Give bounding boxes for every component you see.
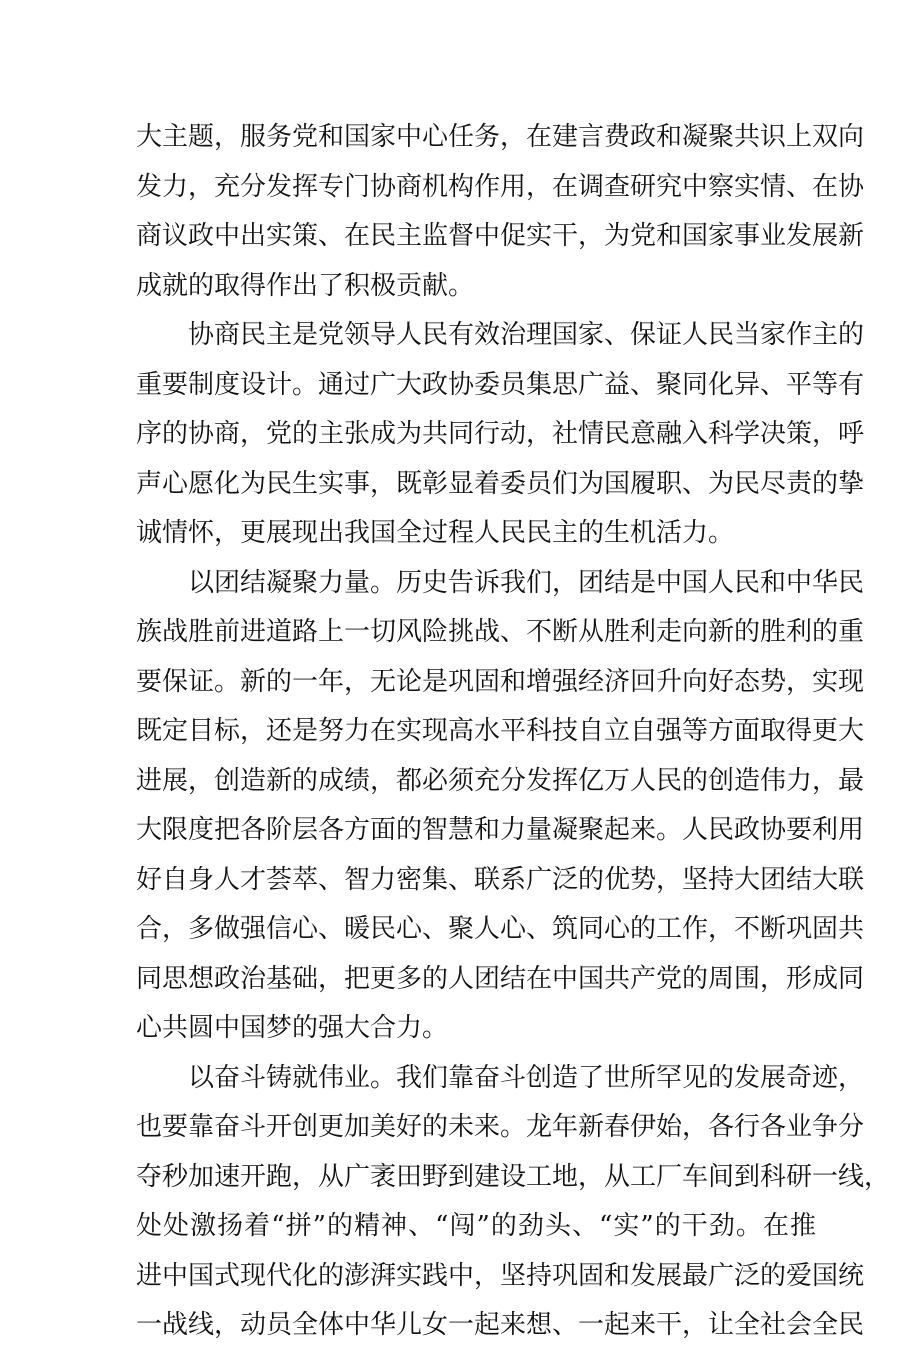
text-line: 以团结凝聚力量。历史告诉我们，团结是中国人民和中华民 (188, 567, 865, 598)
paragraph-1 (136, 113, 865, 311)
paragraph-3 (136, 559, 865, 1054)
text-line: 协商民主是党领导人民有效治理国家、保证人民当家作主的 (188, 320, 865, 350)
text-line: 好自身人才荟萃、智力密集、联系广泛的优势，坚持大团结大联 (136, 864, 865, 895)
text-line: 要保证。新的一年，无论是巩固和增强经济回升向好态势，实现 (136, 666, 865, 697)
text-line: 序的协商，党的主张成为共同行动，社情民意融入科学决策，呼 (136, 419, 865, 449)
text-line: 大限度把各阶层各方面的智慧和力量凝聚起来。人民政协要利用 (136, 815, 865, 845)
text-line: 成就的取得作出了积极贡献。 (136, 270, 475, 301)
text-line: 以奋斗铸就伟业。我们靠奋斗创造了世所罕见的发展奇迹， (188, 1062, 865, 1093)
text-line: 声心愿化为民生实事，既彰显着委员们为国履职、为民尽责的挚 (136, 468, 865, 499)
document-body (136, 113, 891, 1351)
text-line: 进展，创造新的成绩，都必须充分发挥亿万人民的创造伟力，最 (136, 765, 865, 796)
text-line: 心共圆中国梦的强大合力。 (136, 1013, 449, 1043)
text-line: 也要靠奋斗开创更加美好的未来。龙年新春伊始，各行各业争分 (136, 1112, 865, 1142)
text-line: 大主题，服务党和国家中心任务，在建言费政和凝聚共识上双向 (136, 122, 865, 152)
text-line: 发力，充分发挥专门协商机构作用，在调查研究中察实情、在协 (136, 171, 865, 202)
text-line: 进中国式现代化的澎湃实践中，坚持巩固和发展最广泛的爱国统 (136, 1260, 865, 1291)
paragraph-2 (136, 311, 865, 559)
text-line: 族战胜前进道路上一切风险挑战、不断从胜利走向新的胜利的重 (136, 617, 865, 647)
text-line: 诚情怀，更展现出我国全过程人民民主的生机活力。 (136, 518, 735, 548)
text-line: 同思想政治基础，把更多的人团结在中国共产党的周围，形成同 (136, 963, 865, 994)
text-line: 商议政中出实策、在民主监督中促实干，为党和国家事业发展新 (136, 221, 865, 251)
text-line: 既定目标，还是努力在实现高水平科技自立自强等方面取得更大 (136, 716, 865, 746)
text-line: 夺秒加速开跑，从广袤田野到建设工地，从工厂车间到科研一线， (136, 1161, 891, 1192)
text-line: 一战线，动员全体中华儿女一起来想、一起来干，让全社会全民 (136, 1310, 865, 1340)
text-line: 处处激扬着“拼”的精神、“闯”的劲头、“实”的干劲。在推 (136, 1211, 816, 1241)
text-line: 重要制度设计。通过广大政协委员集思广益、聚同化异、平等有 (136, 369, 865, 400)
text-line: 合，多做强信心、暖民心、聚人心、筑同心的工作，不断巩固共 (136, 914, 865, 944)
paragraph-4 (136, 1054, 891, 1351)
